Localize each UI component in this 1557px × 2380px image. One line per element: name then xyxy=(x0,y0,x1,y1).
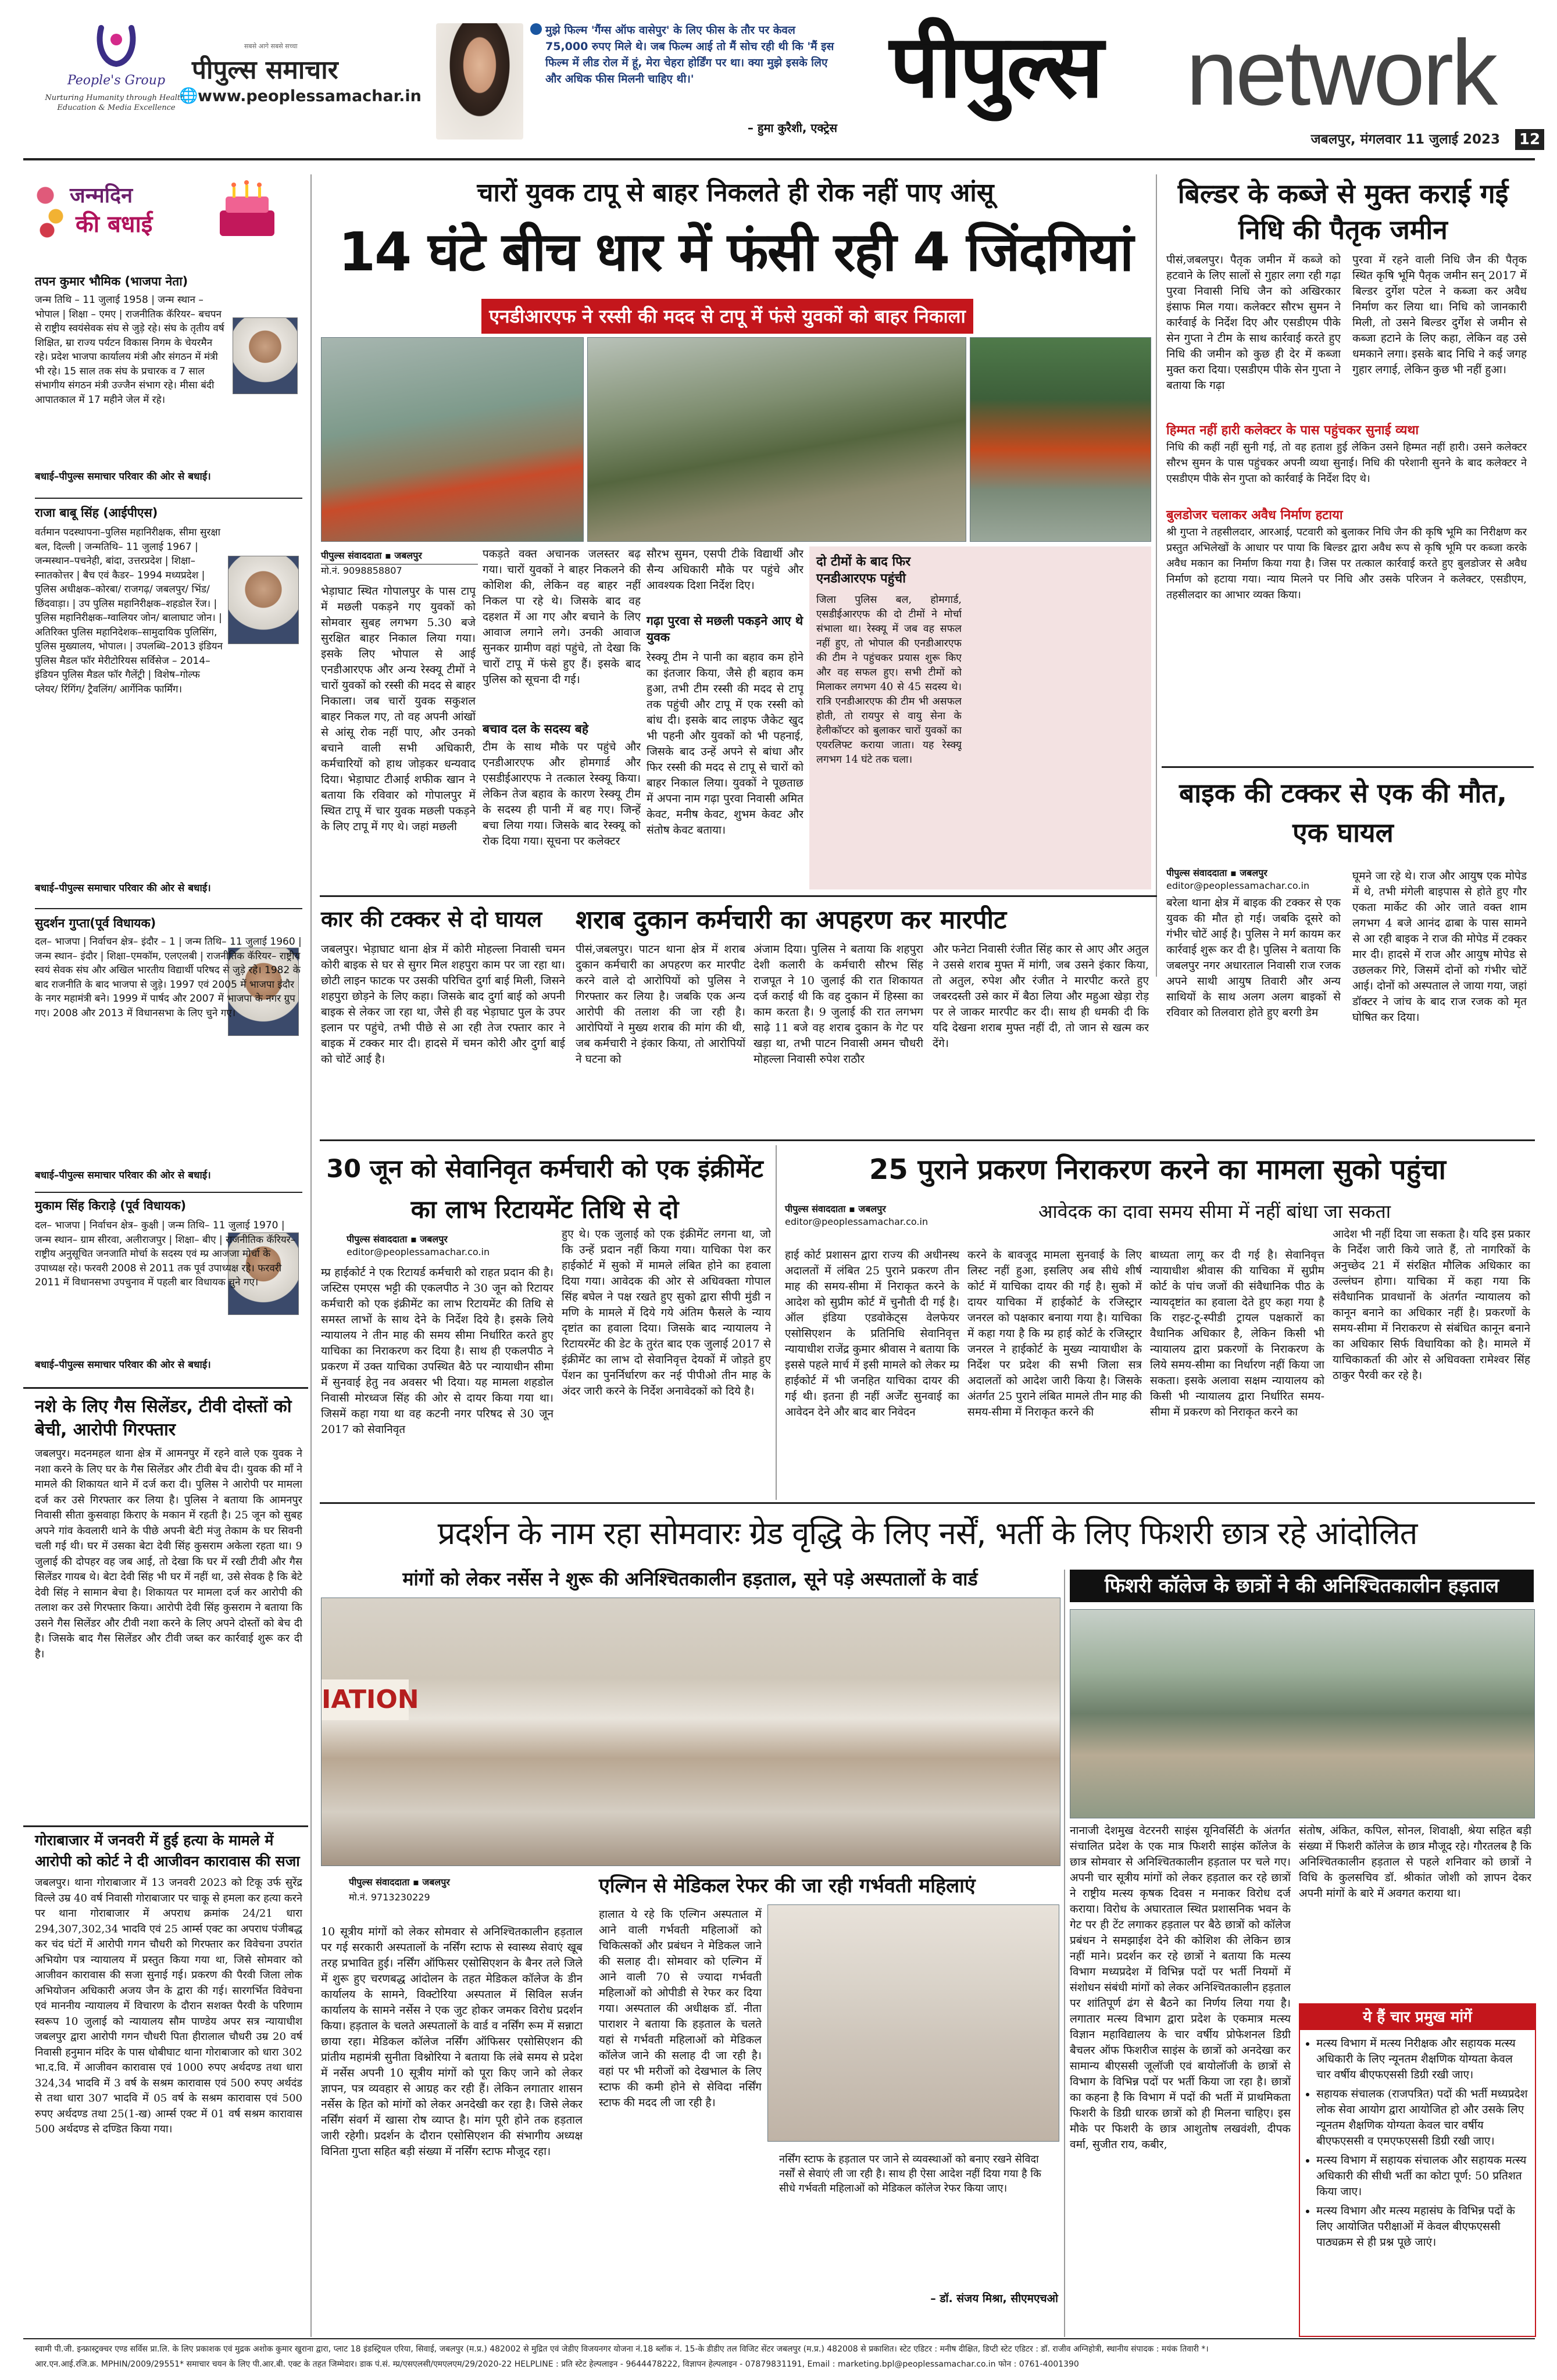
cases-col-1: हाई कोर्ट प्रशासन द्वारा राज्य की अधीनस्थ अदालतों में लंबित 25 पुराने प्रकरण तीन माह की समय-सीमा में निराकृत करने के आदेश को सुप्रीम कोर्ट में चुनौती दी गई है। ऑल इंडिया एडवोकेट्स वेलफेयर एसोसिएशन के प्रतिनिधि सेवानिवृत्त न्यायाधीश राजेंद्र कुमार श्रीवास ने बताया कि इससे पहले मार्च में इसी मामले को लेकर म्प्र हाईकोर्ट में भी जनहित याचिका दायर की गई थी। इतना ही नहीं अर्जेंट सुनवाई का आवेदन देने और बाद बार निवेदन xyxy=(785,1249,959,1418)
lead-subheading-2: गढ़ा पुरवा से मछली पकड़ने आए थे युवक xyxy=(647,614,804,644)
birthday-person-name: सुदर्शन गुप्ता(पूर्व विधायक) xyxy=(35,916,156,930)
birthday-title-2: की बधाई xyxy=(76,211,153,238)
bike-byline-email: editor@peoplessamachar.co.in xyxy=(1166,880,1310,891)
cases-byline-email: editor@peoplessamachar.co.in xyxy=(785,1216,929,1227)
demand-item: • मत्स्य विभाग में सहायक संचालक और सहायक मत्स्य अधिकारी की सीधी भर्ती का कोटा पूर्ण: 50 प्रतिशत किया जाए। xyxy=(1316,2153,1530,2200)
dateline: जबलपुर, मंगलवार 11 जुलाई 2023 xyxy=(1310,132,1500,147)
group-name: People's Group xyxy=(67,73,166,88)
demands-list xyxy=(1304,2036,1530,2331)
builder-subheading-2: बुलडोजर चलाकर अवैध निर्माण हटाया xyxy=(1166,508,1343,523)
masthead-rule xyxy=(23,158,1535,160)
nurses-protest-photo xyxy=(321,1598,1060,1866)
footer-registration: आर.एन.आई.रजि.क्र. MPHIN/2009/29551* समाचार चयन के लिए पी.आर.बी. एक्ट के तहत जिम्मेदार। डाक पं.सं. म्प्र/एसएलसी/एमएलएम/29/2020-22 HELPLINE : प्रति स्टेट हेल्पलाइन - 9644478222, विज्ञापन हेल्पलाइन - 07879831191, Email : marketing.bpl@peoplessamachar.co.in फोन : 0761-4001390 xyxy=(35,2360,1079,2369)
masthead xyxy=(0,0,1557,172)
cases-subhead: आवेदक का दावा समय सीमा में नहीं बांधा जा सकता xyxy=(1038,1200,1391,1223)
peoples-group-logo xyxy=(93,22,140,69)
birthday-header xyxy=(35,174,291,250)
birthday-divider xyxy=(35,908,302,909)
column-divider xyxy=(1064,1570,1065,2337)
lead-headline: 14 घंटे बीच धार में फंसी रही 4 जिंदगियां xyxy=(338,221,1133,283)
lead-kicker: चारों युवक टापू से बाहर निकलते ही रोक नहीं पाए आंसू xyxy=(477,178,994,208)
birthday-person-name: तपन कुमार भौमिक (भाजपा नेता) xyxy=(35,274,188,288)
cases-headline: 25 पुराने प्रकरण निराकरण करने का मामला सुको पहुंचा xyxy=(869,1153,1446,1186)
left-story-2-body: जबलपुर। थाना गोराबाजार में 13 जनवरी 2023 को टिकू उर्फ सुरेंद्र विल्ले उम्र 40 वर्ष निवासी गोराबाजार पर चाकू से हमला कर हत्या करने पर थाना गोराबाजार में अपराध क्रमांक 24/21 धारा 294,307,302,34 भादवि एवं 25 आर्म्स एक्ट का अपराध पंजीबद्ध कर चंद घंटों में आरोपी गगन चौधरी को गिरफ्तार कर विवेचना उपरांत अभियोग पत्र न्यायालय में प्रस्तुत किया गया था, जिसे सोमवार को आजीवन कारावास की सजा सुनाई गई। प्रकरण की पैरवी जिला लोक अभियोजन अधिकारी अजय जैन के द्वारा की गई। सारगर्भित विवेचना एवं माननीय न्यायालय में विचारण के दौरान सशक्त पैरवी के परिणाम स्वरूप 10 जुलाई को न्यायालय सौम पाण्डेय अपर सत्र न्यायाधीश जबलपुर द्वारा आरोपी गगन चौधरी पिता हीरालाल चौधरी उम्र 20 वर्ष निवासी हनुमान मंदिर के पास धोबीघाट थाना गोराबाजार को धारा 302 भा.द.वि. में आजीवन कारावास एवं 1000 रुपए अर्थदण्ड तथा धारा 324,34 भादवि में 3 वर्ष के सश्रम कारावास एवं 500 रुपए अर्थदंड से तथा धारा 307 भादवि में 05 वर्ष के सश्रम कारावास एवं 500 रुपए अर्थदण्ड तथा 25(1-ख) आर्म्स एक्ट में 01 वर्ष सश्रम कारावास 500 अर्थदण्ड से दण्डित किया गया। xyxy=(35,1877,302,2135)
birthday-person-photo xyxy=(233,317,298,394)
birthday-cake-icon xyxy=(209,179,285,243)
elgin-headline: एल्गिन से मेडिकल रेफर की जा रही गर्भवती महिलाएं xyxy=(599,1874,976,1897)
birthday-person-name: राजा बाबू सिंह (आईपीएस) xyxy=(35,506,158,520)
builder-sub-1-body: निधि की कहीं नहीं सुनी गई, तो वह हताश हुई लेकिन उसने हिम्मत नहीं हारी। उसने कलेक्टर सौरभ सुमन के पास पहुंचकर अपनी व्यथा सुनाई। निधि की परेशानी सुनने के बाद कलेक्टर ने एसडीएम पीके सेन गुप्ता को कार्रवाई के निर्देश दिए थे। xyxy=(1166,441,1527,485)
lead-byline xyxy=(321,549,484,577)
lead-side-box-title: दो टीमों के बाद फिर एनडीआरएफ पहुंची xyxy=(816,555,911,586)
birthday-person-photo xyxy=(228,556,299,644)
footer-imprint: स्वामी पी.जी. इन्फ्रास्ट्रक्चर एण्ड सर्विस प्रा.लि. के लिए प्रकाशक एवं मुद्रक अशोक कुमार खुराना द्वारा, प्लाट 18 इंडस्ट्रियल एरिया, सिवाई, जबलपुर (म.प्र.) 482002 से मुद्रित एवं जेडीए विजयनगर योजना नं.18 ब्लॉक नं. 15-के डीडीए तल विजिट सेंटर जबलपुर (म.प्र.) 482008 से प्रकाशित। स्टेट एडिटर : मनीष दीक्षित, डिप्टी स्टेट एडिटर : डॉ. राजीव अग्निहोत्री, स्थानीय संपादक : मयंक तिवारी *। xyxy=(35,2345,1209,2354)
increment-headline: 30 जून को सेवानिवृत कर्मचारी को एक इंक्रीमेंट का लाभ रिटायमेंट तिथि से दो xyxy=(326,1155,763,1224)
globe-icon: 🌐 xyxy=(179,87,198,105)
quote-open-icon xyxy=(530,23,542,35)
fishery-col-2: संतोष, अंकित, कपिल, सोनल, शिवाक्षी, श्रेया सहित बड़ी संख्या में फिशरी कॉलेज के छात्र मौजूद रहे। गौरतलब है कि अनिश्चितकालीन हड़ताल से पहले शनिवार को छात्रों ने विधि के कुलसचिव डॉ. श्रीकांत जोशी को ज्ञापन देकर अपनी मांगों के बारे में अवगत कराया था। xyxy=(1299,1824,1531,1900)
demands-box xyxy=(1299,2003,1536,2337)
demand-item: • मत्स्य विभाग में मत्स्य निरीक्षक और सहायक मत्स्य अधिकारी के लिए न्यूनतम शैक्षणिक योग्यता केवल चार वर्षीय बीएफएससी डिग्री रखी जाए। xyxy=(1316,2036,1530,2083)
increment-byline-text: पीपुल्स संवाददाता ▪ जबलपुर xyxy=(347,1234,448,1245)
column-divider xyxy=(776,1145,777,1500)
birthday-person-wish: बधाई–पीपुल्स समाचार परिवार की ओर से बधाई। xyxy=(35,882,211,894)
lead-side-box xyxy=(809,546,1151,889)
lead-col-3: सौरभ सुमन, एसपी टीके विद्यार्थी और सैन्य अधिकारी मौके पर पहुंचे और आवश्यक दिशा निर्देश दिए। xyxy=(647,548,804,592)
liquor-col-3: और फनेटा निवासी रंजीत सिंह कार से आए और अतुल ने उससे शराब मुफ्त में मांगी, जब उसने इंकार किया, तो अतुल, रुपेश और रंजीत ने मारपीट करते हुए जबरदस्ती उसे कार में बैठा लिया और महुआ खेड़ा रोड़ पर ले जाकर मारपीट कर दी। साथ ही धमकी दी कि यदि देखना शराब मुफ्त नहीं दी, तो जान से खत्म कर देंगे। xyxy=(933,943,1149,1050)
lead-byline-text: पीपुल्स संवाददाता ▪ जबलपुर xyxy=(321,550,422,561)
bike-byline-text: पीपुल्स संवाददाता ▪ जबलपुर xyxy=(1166,867,1267,878)
nurses-subhead: मांगों को लेकर नर्सेस ने शुरू की अनिश्चितकालीन हड़ताल, सूने पड़े अस्पतालों के वार्ड xyxy=(402,1568,978,1590)
protest-banner: प्रदर्शन के नाम रहा सोमवारः ग्रेड वृद्धि के लिए नर्सें, भर्ती के लिए फिशरी छात्र रहे आंदोलित xyxy=(437,1515,1417,1552)
car-body: जबलपुर। भेड़ाघाट थाना क्षेत्र में कोरी मोहल्ला निवासी चमन कोरी बाइक से घर से सुगर मिल शहपुरा काम पर जा रहा था। छोटी लाइन फाटक पर उसकी परिचित दुर्गा बाई मिली, जिसने शहपुरा छोड़ने के लिए कहा। जिसके बाद दुर्गा बाई को अपनी बाइक से लेकर जा रहा था, जैसे ही वह भेड़ाघाट पुल के उपर इलान पर पहुंचे, तभी पीछे से आ रही तेज रफ्तार कार ने बाइक में टक्कर मार दी। हादसे में चमन कोरी और दुर्गा बाई को चोटें आई है। xyxy=(321,943,565,1066)
brand-english: network xyxy=(1186,20,1496,124)
builder-col-2: पुरवा में रहने वाली निधि जैन की पैतृक स्थित कृषि भूमि पैतृक जमीन सन् 2017 में बिल्डर दुर्गेश पटेल ने कब्जा कर अवैध निर्माण कर लिया था। निधि को जानकारी मिली, तो उसने बिल्डर दुर्गेश से जमीन से कब्जा हटाने के लिए कहा, लेकिन वह उसे धमकाने लगा। इसके बाद निधि ने कई जगह गुहार लगाई, लेकिन कुछ भी नहीं हुआ। xyxy=(1352,253,1527,376)
increment-byline xyxy=(347,1232,533,1257)
small-title: पीपुल्स समाचार xyxy=(192,55,338,85)
peoples-group-logo-icon xyxy=(93,22,140,69)
section-divider xyxy=(23,1825,308,1827)
liquor-col-1: पीसं,जबलपुर। पाटन थाना क्षेत्र में शराब दुकान कर्मचारी का अपहरण कर मारपीट करने वाले दो आरोपियों को पुलिस ने गिरफ्तार कर लिया है। जबकि एक अन्य आरोपी की तलाश की जा रही है। आरोपियों ने मुख्य शराब की मांग की थी, जब कर्मचारी ने इंकार किया, तो आरोपियों ने घटना को xyxy=(576,943,745,1066)
elgin-body: हालात ये रहे कि एल्गिन अस्पताल में आने वाली गर्भवती महिलाओं को चिकित्सकों और प्रबंधन ने मेडिकल जाने की सलाह दी। सोमवार को एल्गिन में आने वाली 70 से ज्यादा गर्भवती महिलाओं को ओपीडी से रेफर कर दिया गया। अस्पताल की अधीक्षक डॉ. नीता पाराशर ने बताया कि हड़ताल के चलते यहां से गर्भवती महिलाओं को मेडिकल कॉलेज जाने की सलाह दी जा रही है। वहां पर भी मरीजों को देखभाल के लिए स्टाफ की कमी होने से सेविदा नर्सिंग स्टाफ की मदद ली जा रही है। xyxy=(599,1908,762,2109)
birthday-person-details: जन्म तिथि – 11 जुलाई 1958 | जन्म स्थान – भोपाल | शिक्षा – एमए | राजनीतिक कॅरियर– बचपन से राष्ट्रीय स्वयंसेवक संघ से जुड़े रहे। संघ के तृतीय वर्ष शिक्षित, म्रा राज्य पर्यटन विकास निगम के चेयरमैन रहे। प्रदेश भाजपा कार्यालय मंत्री और संगठन में मंत्री भी रहे। 15 साल तक संघ के प्रचारक व 7 साल संभागीय संगठन मंत्री उज्जैन संभाग रहे। मीसा बंदी आपातकाल में 17 महीने जेल में रहे। xyxy=(35,294,224,406)
birthday-divider xyxy=(35,1192,302,1193)
right-column-divider xyxy=(1156,174,1157,977)
section-divider xyxy=(320,1139,1535,1141)
protest-banner-sign: IATION xyxy=(322,1679,409,1720)
increment-byline-email: editor@peoplessamachar.co.in xyxy=(347,1246,490,1257)
fishery-headline: फिशरी कॉलेज के छात्रों ने की अनिश्चितकालीन हड़ताल xyxy=(1070,1570,1534,1602)
birthday-divider xyxy=(35,498,302,499)
page-number: 12 xyxy=(1515,129,1544,150)
section-divider xyxy=(23,1387,308,1389)
lead-col-2b: टीम के साथ मौके पर पहुंचे और एनडीआरएफ और होमगार्ड और एसडीईआरएफ ने तत्काल रेस्क्यू किया। लेकिन तेज बहाव के कारण रेस्क्यू टीम के सदस्य ही पानी में बह गए। जिन्हें बचा लिया गया। जिसके बाद रेस्क्यू को रोक दिया गया। सूचना पर कलेक्टर xyxy=(483,741,641,848)
bike-byline xyxy=(1166,866,1341,891)
quote-text: मुझे फिल्म 'गैंग्स ऑफ वासेपुर' के लिए फीस के तौर पर केवल 75,000 रुपए मिले थे। जब फिल्म आई तो मैं सोच रही थी कि 'मैं इस फिल्म में लीड रोल में हूं, मेरा चेहरा होर्डिंग पर था। क्या मुझे इसके लिए और अधिक फीस मिलनी चाहिए थी।' xyxy=(545,24,834,85)
nurses-byline-text: पीपुल्स संवाददाता ▪ जबलपुर xyxy=(349,1877,450,1888)
cases-byline-text: पीपुल्स संवाददाता ▪ जबलपुर xyxy=(785,1203,886,1214)
increment-col-1: म्प्र हाईकोर्ट ने एक रिटायर्ड कर्मचारी को राहत प्रदान की है। जस्टिस एमएस भट्टी की एकलपीठ ने 30 जून को रिटायर कर्मचारी को एक इंक्रीमेंट का लाभ रिटायमेंट की तिथि से समस्त लाभों के साथ देने के निर्देश दिये है। इसके लिये न्यायालय ने तीन माह की समय सीमा निर्धारित करते हुए याचिका का निराकरण कर दिया है। साथ ही एकलपीठ ने प्रकरण में उक्त याचिका उपस्थित बैठे पर न्यायाधीन सीमा में सुनवाई हेतु नव अवसर भी दिया। यह मामला शहडोल निवासी मोरध्वज सिंह की ओर से दायर किया गया था। जिसमें कहा गया था वह कटनी नगर परिषद से 30 जून 2017 को सेवानिवृत xyxy=(321,1266,553,1436)
brand-hindi: पीपुल्स xyxy=(890,16,1102,117)
nurses-byline-contact: मो.नं. 9713230229 xyxy=(349,1892,430,1903)
cases-col-2: करने के बावजूद मामला सुनवाई के लिए लिस्ट नहीं हुआ, इसलिए अब सीधे शीर्ष कोर्ट में याचिका दायर की गई है। सुको में दायर याचिका में हाईकोर्ट के रजिस्ट्रार जनरल को पक्षकार बनाया गया है। याचिका में कहा गया है कि म्प्र हाई कोर्ट के रजिस्ट्रार जनरल ने हाईकोर्ट के मुख्य न्यायाधीश के निर्देश पर प्रदेश की सभी जिला सत्र अदालतों को आदेश जारी किया है। जिसके अंतर्गत 25 पुराने लंबित मामले तीन माह की समय-सीमा में निराकृत करने की xyxy=(967,1249,1142,1418)
section-divider xyxy=(320,1502,1535,1504)
small-title-tag: सबसे आगे सबसे सच्चा xyxy=(244,42,298,50)
lead-byline-contact: मो.नं. 9098858807 xyxy=(321,565,402,576)
cases-byline xyxy=(785,1202,994,1227)
birthday-person-details: दल– भाजपा | निर्वाचन क्षेत्र– कुक्षी | जन्म तिथि– 11 जुलाई 1970 | जन्म स्थान– ग्राम सीरवा, अलीराजपुर | शिक्षा– बीए | राजनीतिक कॅरियर– राष्ट्रीय अनुसूचित जनजाति मोर्चा के सदस्य एवं म्प्र आजजा मोर्चा के उपाध्यक्ष रहे। फरवरी 2008 से 2011 तक पूर्व उपाध्यक्ष रहे। फरवरी 2011 में विधानसभा उपचुनाव में पहली बार विधायक चुने गए। xyxy=(35,1220,296,1288)
left-story-2-headline: गोराबाजार में जनवरी में हुई हत्या के मामले में आरोपी को कोर्ट ने दी आजीवन कारावास की सजा xyxy=(35,1832,300,1870)
elgin-quote: नर्सिंग स्टाफ के हड़ताल पर जाने से व्यवस्थाओं को बनाए रखने सेविदा नर्सों से सेवाएं ली जा रही है। साथ ही ऐसा आदेश नहीं दिया गया है कि सीधे गर्भवती महिलाओं को मेडिकल कॉलेज रेफर किया जाए। xyxy=(779,2153,1041,2195)
footer-rule xyxy=(23,2338,1535,2339)
birthday-person-details: वर्तमान पदस्थापना–पुलिस महानिरीक्षक, सीमा सुरक्षा बल, दिल्ली | जन्मतिथि– 11 जुलाई 1967 | जन्मस्थान–पचनेही, बांदा, उत्तरप्रदेश | शिक्षा–स्नातकोत्तर | बैच एवं कैडर– 1994 मध्यप्रदेश | पुलिस अधीक्षक–कोरबा/ राजगढ़/ जबलपुर/ भिंड/ छिंदवाड़ा। | उप पुलिस महानिरीक्षक–शहडोल रेंज। | पुलिस महानिरीक्षक–ग्वालियर जोन/ बालाघाट जोन। | अतिरिक्त पुलिस महानिदेशक–सामुदायिक पुलिसिंग, पुलिस मुख्यालय, भोपाल। | उपलब्धि–2013 इंडियन पुलिस मैडल फॉर मेरीटोरियस सर्विसेज – 2014–इंडियन पुलिस मैडल फॉर गैलेंट्री | विशेष–गोल्फ प्लेयर/ रिंगिंग/ ट्रैवलिंग/ आर्गेनिक फार्मिंग। xyxy=(35,527,223,695)
birthday-person-wish: बधाई–पीपुल्स समाचार परिवार की ओर से बधाई। xyxy=(35,1170,211,1181)
bike-col-2: घूमने जा रहे थे। राज और आयुष एक मोपेड में थे, तभी मंगेली बाइपास से होते हुए गौर एकता मार्केट की ओर जाते वक्त शाम लगभग 4 बजे आनंद ढाबा के पास सामने से आ रही बाइक ने राज की मोपेड में टक्कर मार दी। हादसे में राज और आयुष मोपेड से उछलकर गिरे, जिसमें दोनों को गंभीर चोटें आई। दोनों को अस्पताल ले जाया गया, जहां डॉक्टर ने जांच के बाद राज रजक को मृत घोषित कर दिया। xyxy=(1352,870,1527,1024)
birthday-person-details: दल– भाजपा | निर्वाचन क्षेत्र– इंदौर – 1 | जन्म तिथि– 11 जुलाई 1960 | जन्म स्थान– इंदौर | शिक्षा–एमकॉम, एलएलबी | राजनीतिक कॅरियर– राष्ट्रीय स्वयं सेवक संघ और अखिल भारतीय विद्यार्थी परिषद से जुड़े रहे। 1982 के बाद राजनीति के बाद भाजपा से जुड़े। 1997 एवं 2005 में भाजपा इंदौर के नगर महामंत्री बने। 1999 में पार्षद और 2007 में भाजपा के नगर ग्रुप गए। 2008 और 2013 में विधानसभा के लिए चुने गए। xyxy=(35,936,302,1019)
bike-col-1: बरेला थाना क्षेत्र में बाइक की टक्कर से एक युवक की मौत हो गई। जबकि दूसरे को गंभीर चोटें आई है। पुलिस ने मर्ग कायम कर कार्रवाई शुरू कर दी है। पुलिस ने बताया कि जबलपुर नगर अधारताल निवासी राज रजक अपने साथी आयुष तिवारी और अन्य साथियों के साथ अलग अलग बाइकों से रविवार को तिलवारा होते हुए बरगी डेम xyxy=(1166,896,1341,1019)
section-divider xyxy=(1162,766,1534,768)
demand-item: • मत्स्य विभाग और मत्स्य महासंघ के विभिन्न पदों के लिए आयोजित परीक्षाओं में केवल बीएफएससी पाठ्यक्रम से ही प्रश्न पूछे जाएं। xyxy=(1316,2203,1530,2250)
car-headline: कार की टक्कर से दो घायल xyxy=(321,906,542,932)
birthday-person-name: मुकाम सिंह किराड़े (पूर्व विधायक) xyxy=(35,1199,187,1213)
left-story-1-body: जबलपुर। मदनमहल थाना क्षेत्र में आमनपुर में रहने वाले एक युवक ने नशा करने के लिए घर के गैस सिलेंडर और टीवी बेच दी। युवक की माँ ने मामले की शिकायत थाने में दर्ज करा दी। पुलिस ने आरोपी पर मामला दर्ज कर उसे गिरफ्तार कर लिया है। पुलिस ने बताया कि आमनपुर निवासी सीता कुसवाहा किराए के मकान में रहती है। 25 जून को सुबह अपने गांव केवलारी थाने के पीछे अपनी बेटी मंजु तेकाम के घर सिवनी चली गई थी। घर में उसका बेटा देवी सिंह कुसराम अकेला रहता था। 9 जुलाई की दोपहर वह जब आई, तो देखा कि घर में रखी टीवी और गैस सिलेंडर गायब थे। बेटा देवी सिंह भी घर में नहीं था, उसे सेवक है कि बेटे देवी सिंह ने सामान बेचा है। शिकायत पर मामला दर्ज कर आरोपी की तलाश कर उसे गिरफ्तार किया। आरोपी देवी सिंह कुसराम ने बताया कि उसने गैस सिलेंडर और टीवी नशा करने के लिए अपने दोस्तों को बेच दी है। जिसके बाद गैस सिलेंडर और टीवी जब्त कर कार्रवाई शुरू कर दी है। xyxy=(35,1448,302,1660)
lead-photo-rescue-1 xyxy=(321,337,584,542)
increment-col-2: हुए थे। एक जुलाई को एक इंक्रीमेंट लगना था, जो कि उन्हें प्रदान नहीं किया गया। याचिका पेश कर हाईकोर्ट में सुको में मामले लंबित होने का हवाला दिया गया। आवेदक की ओर से अधिवक्ता गोपाल सिंह बघेल ने पक्ष रखते हुए सुको द्वारा सीपी मुंडी न मणि के मामले में दिये गये अंतिम फैसले के न्याय दृष्टांत का हवाला दिया। जिसके बाद न्यायालय ने रिटायरमेंट की डेट के तुरंत बाद एक जुलाई 2017 से इंक्रीमेंट का लाभ दो सेवानिवृत्त देयकों में जोड़ते हुए पेंशन का पुनर्निर्धारण कर नई पीपीओ तीन माह के अंदर जारी करने के निर्देश अनावेदकों को दिये है। xyxy=(562,1228,771,1398)
builder-headline: बिल्डर के कब्जे से मुक्त कराई गई निधि की पैतृक जमीन xyxy=(1177,178,1509,245)
birthday-person-wish: बधाई–पीपुल्स समाचार परिवार की ओर से बधाई। xyxy=(35,1359,211,1371)
demands-title: ये हैं चार प्रमुख मांगें xyxy=(1300,2004,1535,2030)
cases-col-3: बाध्यता लागू कर दी गई है। सेवानिवृत्त न्यायाधीश श्रीवास की याचिका में सुप्रीम कोर्ट के पांच जजों की संवैधानिक पीठ के न्यायदृष्टांत का हवाला देते हुए कहा गया है कि राइट-टू-स्पीडी ट्रायल पक्षकारों का वैधानिक अधिकार है, लेकिन किसी भी न्यायालय द्वारा प्रकरणों के निराकरण के लिये समय-सीमा का निर्धारण नहीं किया जा सकता। इसके अलावा सक्षम न्यायालय को किसी भी न्यायालय द्वारा निर्धारित समय-सीमा में प्रकरण को निराकृत करने का xyxy=(1150,1249,1324,1418)
birthday-flower-icon xyxy=(35,174,70,244)
elgin-quote-author: – डॉ. संजय मिश्रा, सीएमएचओ xyxy=(930,2292,1058,2305)
lead-col-1: भेड़ाघाट स्थित गोपालपुर के पास टापू में मछली पकड़ने गए युवकों को सोमवार सुबह लगभग 5.30 बजे सुरक्षित बाहर निकाल लिया गया। इसके लिए भोपाल से आई एनडीआरएफ और अन्य रेस्क्यू टीमों ने चारों युवकों को रस्सी की मदद से बाहर निकाला। जब चारों युवक सकुशल बाहर निकल गए, तो वह अपनी आंखों से आंसू रोक नहीं पाए, और उनको बचाने वाली सभी अधिकारी, कर्मचारियों को हाथ जोड़कर धन्यवाद दिया। भेड़ाघाट टीआई शफीक खान ने बताया कि रविवार को गोपालपुर में स्थित टापू में चार युवक मछली पकड़ने के लिए टापू में गए थे। जहां मछली xyxy=(321,585,476,833)
liquor-col-2: अंजाम दिया। पुलिस ने बताया कि शहपुरा देशी कलारी के कर्मचारी सौरभ सिंह राजपूत ने 10 जुलाई की रात शिकायत दर्ज कराई थी कि वह दुकान में हिस्सा का काम करता है। 9 जुलाई की रात लगभग साढ़े 11 बजे वह शराब दुकान के गेट पर खड़ा था, तभी पाटन निवासी अमन चौधरी मोहल्ला निवासी रुपेश राठौर xyxy=(753,943,923,1066)
group-tagline: Nurturing Humanity through Health, Education & Media Excellence xyxy=(45,94,188,112)
elgin-ward-photo xyxy=(767,1904,1059,2142)
cases-col-4: आदेश भी नहीं दिया जा सकता है। यदि इस प्रकार के निर्देश जारी किये जाते हैं, तो नागरिकों के अनुच्छेद 21 में संरक्षित मौलिक अधिकार का उल्लंघन होगा। याचिका में कहा गया कि संवैधानिक प्रावधानों के अंतर्गत न्यायालय को कानून बनाने का अधिकार नहीं है। प्रकरणों के समय-सीमा में निराकरण से संबंधित कानून बनाने का अधिकार सिर्फ विधायिका को है। मामले में याचिकाकर्ता की ओर से अधिवक्ता रामेश्वर सिंह ठाकुर पैरवी कर रहे है। xyxy=(1333,1228,1530,1382)
builder-sub-2-body: श्री गुप्ता ने तहसीलदार, आरआई, पटवारी को बुलाकर निधि जैन की कृषि भूमि का निरीक्षण कर प्रस्तुत अभिलेखों के आधार पर पाया कि बिल्डर द्वारा अवैध रूप से कृषि भूमि पर कब्जा करके अवैध मकान का निर्माण किया गया है। जिस पर तत्काल कार्रवाई करते हुए बुलडोजर से अवैध निर्माण को हटाया गया। न्याय मिलने पर निधि और उसके परिजन ने कलेक्टर, एसडीएम, तहसीलदार का आभार व्यक्त किया। xyxy=(1166,526,1527,601)
section-divider xyxy=(320,895,1157,897)
actress-photo xyxy=(436,23,523,140)
builder-col-1: पीसं,जबलपुर। पैतृक जमीन में कब्जे को हटवाने के लिए सालों से गुहार लगा रही गढ़ा पुरवा निवासी निधि जैन को अखिरकार इंसाफ मिल गया। कलेक्टर सौरभ सुमन ने कार्रवाई के निर्देश दिए और एसडीएम पीके सेन गुप्ता ने टीम के साथ कार्रवाई करते हुए निधि की जमीन को कुछ ही देर में कब्जा मुक्त करा दिया। एसडीएम पीके सेन गुप्ता ने बताया कि गढ़ा xyxy=(1166,253,1341,392)
quote-author: – हुमा कुरैशी, एक्ट्रेस xyxy=(747,121,837,135)
liquor-headline: शराब दुकान कर्मचारी का अपहरण कर मारपीट xyxy=(576,905,1007,935)
lead-subhead: एनडीआरएफ ने रस्सी की मदद से टापू में फंसे युवकों को बाहर निकाला xyxy=(481,299,973,334)
demand-item: • सहायक संचालक (राजपत्रित) पदों की भर्ती मध्यप्रदेश लोक सेवा आयोग द्वारा आयोजित हो और उसके लिए न्यूनतम शैक्षणिक योग्यता केवल चार वर्षीय बीएफएससी व एमएफएससी डिग्री रखी जाए। xyxy=(1316,2086,1530,2149)
builder-subheading-1: हिम्मत नहीं हारी कलेक्टर के पास पहुंचकर सुनाई व्यथा xyxy=(1166,423,1419,438)
birthday-person-wish: बधाई–पीपुल्स समाचार परिवार की ओर से बधाई। xyxy=(35,471,211,483)
lead-photo-army xyxy=(587,337,966,542)
lead-col-3b: रेस्क्यू टीम ने पानी का बहाव कम होने का इंतजार किया, जैसे ही बहाव कम हुआ, तभी टीम रस्सी की मदद से टापू तक पहुंची और टापू में एक रस्सी को बांध दी। इसके बाद लाइफ जैकेट खुद भी पहनी और युवकों को भी पहनाई, जिसके बाद उन्हें अपने से बांधा और फिर रस्सी की मदद से टापू से चारों को बाहर निकाल लिया। युवकों ने पूछताछ में अपना नाम गढ़ा पुरवा निवासी अमित केवट, मनीष केवट, शुभम केवट और संतोष केवट बताया। xyxy=(647,651,804,837)
nurses-body: 10 सूत्रीय मांगों को लेकर सोमवार से अनिश्चितकालीन हड़ताल पर गई सरकारी अस्पतालों के नर्सिंग स्टाफ से स्वास्थ्य सेवाएं खूब तरह प्रभावित हुई। नर्सिंग ऑफिसर एसोसिएशन के बैनर तले जिले में शुरू हुए चरणबद्ध आंदोलन के तहत मेडिकल कॉलेज के डीन कार्यालय के सामने, विक्टोरिया अस्पताल में सिविल सर्जन कार्यालय के सामने नर्सेस ने एक जुट होकर जमकर विरोध प्रदर्शन किया। हड़ताल के चलते अस्पतालों के वार्ड व नर्सिंग रूम में सन्नाटा छाया रहा। मेडिकल कॉलेज नर्सिंग ऑफिसर एसोसिएशन की प्रांतीय महामंत्री सुनीता विश्नोरिया ने बताया कि लंबे समय से प्रदेश में नर्सेस अपनी 10 सूत्रीय मांगों को पूरा किए जाने को लेकर ज्ञापन, पत्र व्यवहार से आग्रह कर रही हैं। लेकिन लगातार शासन नर्सेस के हित को मांगों को लेकर अनदेखी कर रहा है। जिसे लेकर नर्सिंग संवर्ग में खासा रोष व्याप्त है। मांग पूरी होने तक हड़ताल जारी रहेगी। प्रदर्शन के दौरान एसोसिएशन की संभागीय अध्यक्ष विनिता गुप्ता सहित बड़ी संख्या में नर्सिंग स्टाफ मौजूद रहा। xyxy=(321,1925,583,2158)
birthday-title-1: जन्मदिन xyxy=(70,184,133,208)
lead-subheading-1: बचाव दल के सदस्य बहे xyxy=(483,722,589,736)
lead-side-box-body: जिला पुलिस बल, होमगार्ड, एसडीईआरएफ की दो टीमों ने मोर्चा संभाला था। रेस्क्यू में जब वह सफल नहीं हुए, तो भोपाल की एनडीआरएफ की टीम ने पहुंचकर प्रयास शुरू किए और वह सफल हुए। सभी टीमों को मिलाकर लगभग 40 से 45 सदस्य थे। रात्रि एनडीआरएफ की टीम भी असफल होती, तो रायपुर से वायु सेना के हेलीकॉप्टर को बुलाकर चारों युवकों का एयरलिफ्ट कराया जाता। यह रेस्क्यू लगभग 14 घंटे तक चला। xyxy=(816,594,962,766)
lead-col-2: पकड़ते वक्त अचानक जलस्तर बढ़ गया। चारों युवकों ने बाहर निकलने की कोशिश की, लेकिन वह बाहर नहीं निकल पा रहे थे। जिसके बाद वह दहशत में आ गए और बचाने के लिए आवाज लगाने लगे। उनकी आवाज सुनकर ग्रामीण वहां पहुंचे, तो देखा कि चारों टापू में फंसे हुए हैं। इसके बाद पुलिस को सूचना दी गई। xyxy=(483,548,641,686)
fishery-protest-photo xyxy=(1070,1609,1535,1818)
left-story-1-headline: नशे के लिए गैस सिलेंडर, टीवी दोस्तों को बेची, आरोपी गिरफ्तार xyxy=(35,1396,292,1440)
fishery-col-1: नानाजी देशमुख वेटरनरी साइंस यूनिवर्सिटी के अंतर्गत संचालित प्रदेश के एक मात्र फिशरी साइंस कॉलेज के छात्र सोमवार से अनिश्चितकालीन हड़ताल पर चले गए। अपनी चार सूत्रीय मांगों को लेकर हड़ताल कर रहे छात्रों ने राष्ट्रीय मत्स्य कृषक दिवस न मनाकर विरोध दर्ज कराया। विरोध के अघारताल स्थित प्रशासनिक भवन के गेट पर ही टेंट लगाकर हड़ताल पर बैठे छात्रों को कॉलेज प्रबंधन ने समझाईश देने की कोशिश की लेकिन छात्र नहीं माने। प्रदर्शन कर रहे छात्रों ने बताया कि मत्स्य विभाग मध्यप्रदेश में विभिन्न पदों पर भर्ती नियमों में संशोधन संबंधी मांगों को लेकर अनिश्चितकालीन हड़ताल पर शांतिपूर्ण ढंग से बैठने का निर्णय लिया गया है। लगातार मत्स्य विभाग द्वारा प्रदेश के एकमात्र मत्स्य विज्ञान महाविद्यालय के चार वर्षीय प्रोफेशनल डिग्री बैचलर ऑफ फिशरीज साइंस के छात्रों को अनदेखा कर सामान्य बीएससी जूलॉजी एवं बायोलॉजी के छात्रों से विभाग के विभिन्न पदों पर भर्ती किया जा रहा है। छात्रों का कहना है कि विभाग में पदों की भर्ती में प्राथमिकता फिशरी के डिग्री धारक छात्रों को ही मिलना चाहिए। इस मौके पर फिशरी के छात्र आशुतोष लखवंशी, दीपक वर्मा, सुजीत राय, कबीर, xyxy=(1070,1824,1291,2151)
bike-headline: बाइक की टक्कर से एक की मौत, एक घायल xyxy=(1179,777,1508,848)
left-column-divider xyxy=(310,174,312,2337)
lead-photo-rescue-2 xyxy=(970,337,1151,542)
nurses-byline xyxy=(349,1875,523,1903)
website-link[interactable]: www.peoplessamachar.in xyxy=(198,87,422,105)
